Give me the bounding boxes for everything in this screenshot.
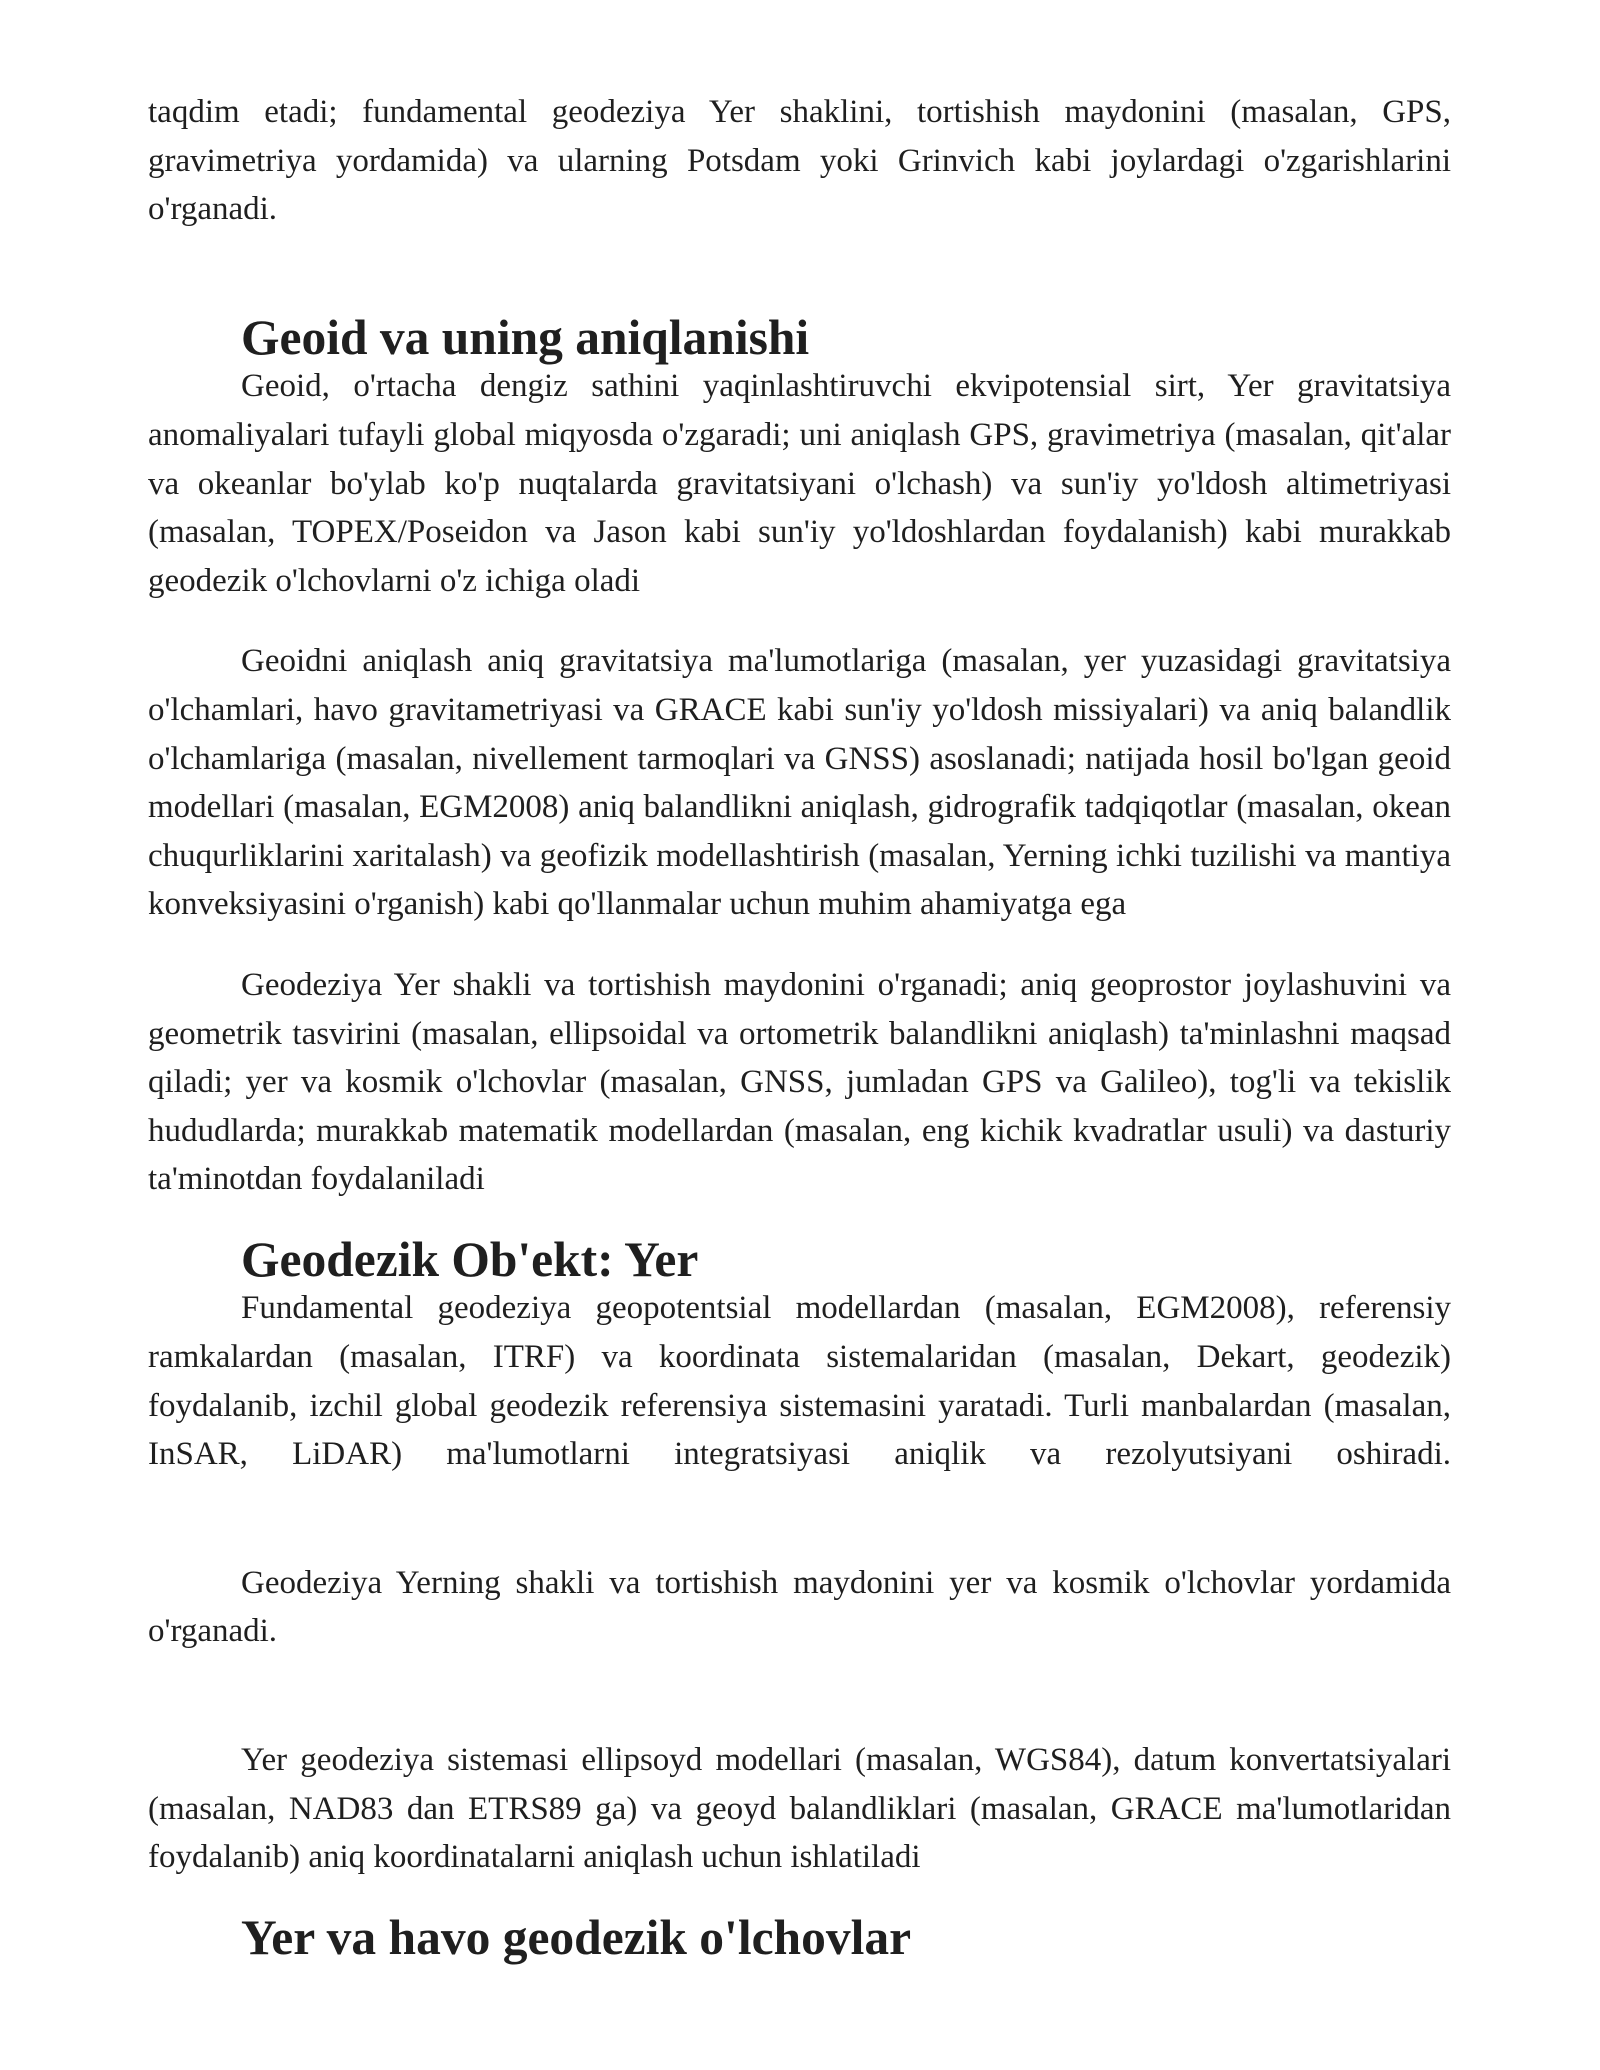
paragraph-geoid-definition: Geoid, o'rtacha dengiz sathini yaqinlashtiruvchi ekvipotensial sirt, Yer gravitatsiya anomaliyalari tufayli global miqyosda o'zgaradi; uni aniqlash GPS, gravimetriya (masalan, qit'alar va okeanlar bo'ylab ko'p nuqtalarda gravitatsiyani o'lchash) va sun'iy yo'ldosh altimetriyasi (masalan, TOPEX/Poseidon va Jason kabi sun'iy yo'ldoshlardan foydalanish) kabi murakkab geodezik o'lchovlarni o'z ichiga oladi — [148, 368, 1451, 599]
spacer — [148, 1656, 1451, 1736]
spacer — [148, 1479, 1451, 1559]
paragraph-intro: taqdim etadi; fundamental geodeziya Yer shaklini, tortishish maydonini (masalan, GPS, gravimetriya yordamida) va ularning Potsdam yoki Grinvich kabi joylardagi o'zgarishlarini o'rganadi. — [148, 94, 1451, 228]
heading-geoid: Geoid va uning aniqlanishi — [241, 309, 810, 365]
paragraph-geoid-determination: Geoidni aniqlash aniq gravitatsiya ma'lumotlariga (masalan, yer yuzasidagi gravitatsiya o'lchamlari, havo gravitametriyasi va GRACE kabi sun'iy yo'ldosh missiyalari) va aniq balandlik o'lchamlariga (masalan, nivellement tarmoqlari va GNSS) asoslanadi; natijada hosil bo'lgan geoid modellari (masalan, EGM2008) aniq balandlikni aniqlash, gidrografik tadqiqotlar (masalan, okean chuqurliklarini xaritalash) va geofizik modellashtirish (masalan, Yerning ichki tuzilishi va mantiya konveksiyasini o'rganish) kabi qo'llanmalar uchun muhim ahamiyatga ega — [148, 643, 1451, 923]
heading-ground-air-measurements: Yer va havo geodezik o'lchovlar — [241, 1909, 912, 1965]
paragraph-geodesy-measurements: Geodeziya Yerning shakli va tortishish maydonini yer va kosmik o'lchovlar yordamida o'rganadi. — [148, 1564, 1451, 1650]
spacer — [148, 605, 1451, 637]
paragraph-fundamental-geodesy: Fundamental geodeziya geopotentsial modellardan (masalan, EGM2008), referensiy ramkalardan (masalan, ITRF) va koordinata sistemalaridan (masalan, Dekart, geodezik) foydalanib, izchil global geodezik referensiya sistemasini yaratadi. Turli manbalardan (masalan, InSAR, LiDAR) ma'lumotlarni integratsiyasi aniqlik va rezolyutsiyani oshiradi. — [148, 1290, 1451, 1473]
document-page — [148, 88, 1451, 1965]
paragraph-earth-system: Yer geodeziya sistemasi ellipsoyd modellari (masalan, WGS84), datum konvertatsiyalari (masalan, NAD83 dan ETRS89 ga) va geoyd balandliklari (masalan, GRACE ma'lumotlaridan foydalanib) aniq koordinatalarni aniqlash uchun ishlatiladi — [148, 1742, 1451, 1876]
spacer — [148, 1882, 1451, 1914]
heading-geodetic-object: Geodezik Ob'ekt: Yer — [241, 1231, 699, 1287]
spacer — [148, 234, 1451, 314]
paragraph-geodesy-overview: Geodeziya Yer shakli va tortishish maydonini o'rganadi; aniq geoprostor joylashuvini va geometrik tasvirini (masalan, ellipsoidal va ortometrik balandlikni aniqlash) ta'minlashni maqsad qiladi; yer va kosmik o'lchovlar (masalan, GNSS, jumladan GPS va Galileo), tog'li va tekislik hududlarda; murakkab matematik modellardan (masalan, eng kichik kvadratlar usuli) va dasturiy ta'minotdan foydalaniladi — [148, 966, 1451, 1198]
spacer — [148, 929, 1451, 961]
